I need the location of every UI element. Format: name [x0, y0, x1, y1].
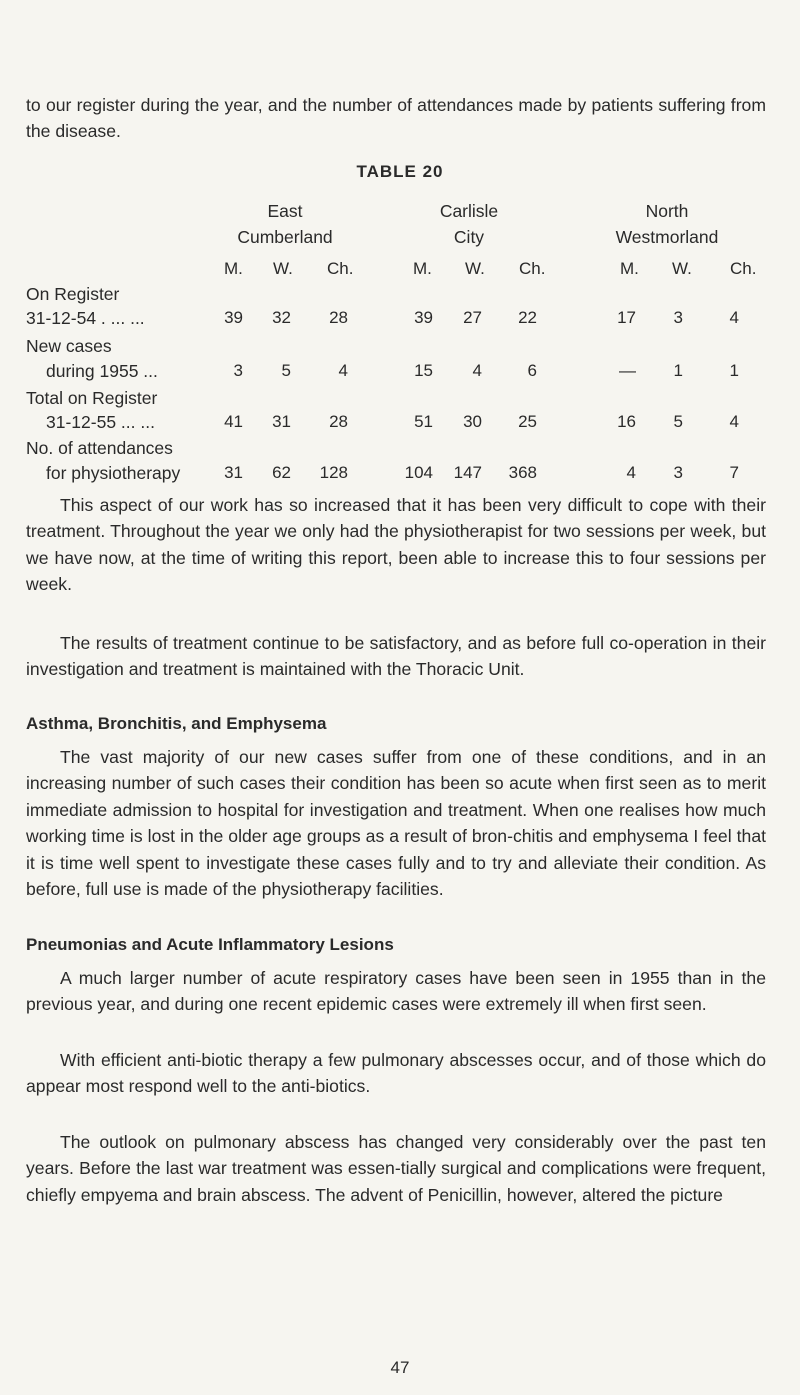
- table-cell: 41: [224, 412, 243, 431]
- subhead-w: W.: [273, 259, 293, 278]
- section-heading: Asthma, Bronchitis, and Emphysema: [26, 714, 327, 733]
- row-label: 31-12-55 ... ...: [46, 412, 155, 432]
- table-cell: —: [619, 361, 636, 380]
- table-cell: 31: [272, 412, 291, 431]
- table-cell: 3: [673, 308, 683, 327]
- table-cell: 28: [329, 412, 348, 431]
- subhead-w: W.: [465, 259, 485, 278]
- table-cell: 17: [617, 308, 636, 327]
- table-cell: 32: [272, 308, 291, 327]
- row-label: during 1955 ...: [46, 361, 158, 381]
- table-cell: 16: [617, 412, 636, 431]
- table-cell: 51: [414, 412, 433, 431]
- subhead-m: M.: [413, 259, 432, 278]
- table-cell: 147: [453, 463, 482, 482]
- table-cell: 3: [673, 463, 683, 482]
- paragraph: The vast majority of our new cases suffer from one of these conditions, and in an increasing number of such cases their condition has been so acute when first seen as to merit immediate admission to hospital for investigation and treatment. When one realises how much working time is lost in the older age groups as a result of bron-chitis and emphysema I feel that it is time well spent to investigate these cases fully and to try and alleviate their condition. As before, full use is made of the physiotherapy facilities.: [26, 747, 766, 900]
- table-cell: 30: [463, 412, 482, 431]
- table-cell: 22: [518, 308, 537, 327]
- table-cell: 4: [472, 361, 482, 380]
- page-number: 47: [390, 1358, 410, 1377]
- paragraph: This aspect of our work has so increased that it has been very difficult to cope with their treatment. Throughout the year we only had the physiotherapist for two sessions per week, but we have now, at the time of writing this report, been able to increase this to four sessions per week.: [26, 495, 766, 595]
- group-header-east-cumberland: East Cumberland: [237, 201, 333, 247]
- table-cell: 4: [729, 308, 739, 327]
- table-cell: 3: [233, 361, 243, 380]
- table-cell: 1: [729, 361, 739, 380]
- table-cell: 27: [463, 308, 482, 327]
- paragraph: With efficient anti-biotic therapy a few pulmonary abscesses occur, and of those which do appear most respond well to the anti-biotics.: [26, 1050, 766, 1097]
- intro-paragraph: to our register during the year, and the number of attendances made by patients suffering from the disease.: [26, 95, 766, 142]
- table-cell: 6: [527, 361, 537, 380]
- row-label: for physiotherapy: [46, 463, 181, 483]
- table-cell: 4: [338, 361, 348, 380]
- subhead-ch: Ch.: [327, 259, 354, 278]
- table-cell: 5: [281, 361, 291, 380]
- section-heading: Pneumonias and Acute Inflammatory Lesions: [26, 935, 394, 954]
- table-cell: 39: [224, 308, 243, 327]
- table-cell: 4: [729, 412, 739, 431]
- table-cell: 15: [414, 361, 433, 380]
- table-cell: 25: [518, 412, 537, 431]
- table-cell: 31: [224, 463, 243, 482]
- row-label: 31-12-54 . ... ...: [26, 308, 145, 328]
- row-label: No. of attendances: [26, 438, 173, 458]
- row-label: New cases: [26, 336, 112, 356]
- group-header-north-westmorland: North Westmorland: [615, 201, 719, 247]
- subhead-ch: Ch.: [730, 259, 757, 278]
- table-cell: 1: [673, 361, 683, 380]
- subhead-w: W.: [672, 259, 692, 278]
- subhead-ch: Ch.: [519, 259, 546, 278]
- table-cell: 4: [626, 463, 636, 482]
- table-cell: 39: [414, 308, 433, 327]
- row-label: On Register: [26, 284, 120, 304]
- paragraph: The outlook on pulmonary abscess has changed very considerably over the past ten years. Before the last war treatment was essen-tially surgical and complications were frequent, chiefly empyema and brain abscess. The advent of Penicillin, however, altered the picture: [26, 1132, 766, 1205]
- subhead-m: M.: [224, 259, 243, 278]
- table-cell: 62: [272, 463, 291, 482]
- table-cell: 7: [729, 463, 739, 482]
- table-cell: 5: [673, 412, 683, 431]
- paragraph: The results of treatment continue to be satisfactory, and as before full co-operation in their investigation and treatment is maintained with the Thoracic Unit.: [26, 633, 766, 680]
- table-cell: 28: [329, 308, 348, 327]
- table-cell: 128: [319, 463, 348, 482]
- table-cell: 104: [404, 463, 433, 482]
- paragraph: A much larger number of acute respiratory cases have been seen in 1955 than in the previous year, and during one recent epidemic cases were extremely ill when first seen.: [26, 968, 766, 1015]
- table-cell: 368: [508, 463, 537, 482]
- group-header-carlisle-city: Carlisle City: [439, 201, 499, 247]
- subhead-m: M.: [620, 259, 639, 278]
- row-label: Total on Register: [26, 388, 158, 408]
- table-title: TABLE 20: [356, 162, 444, 181]
